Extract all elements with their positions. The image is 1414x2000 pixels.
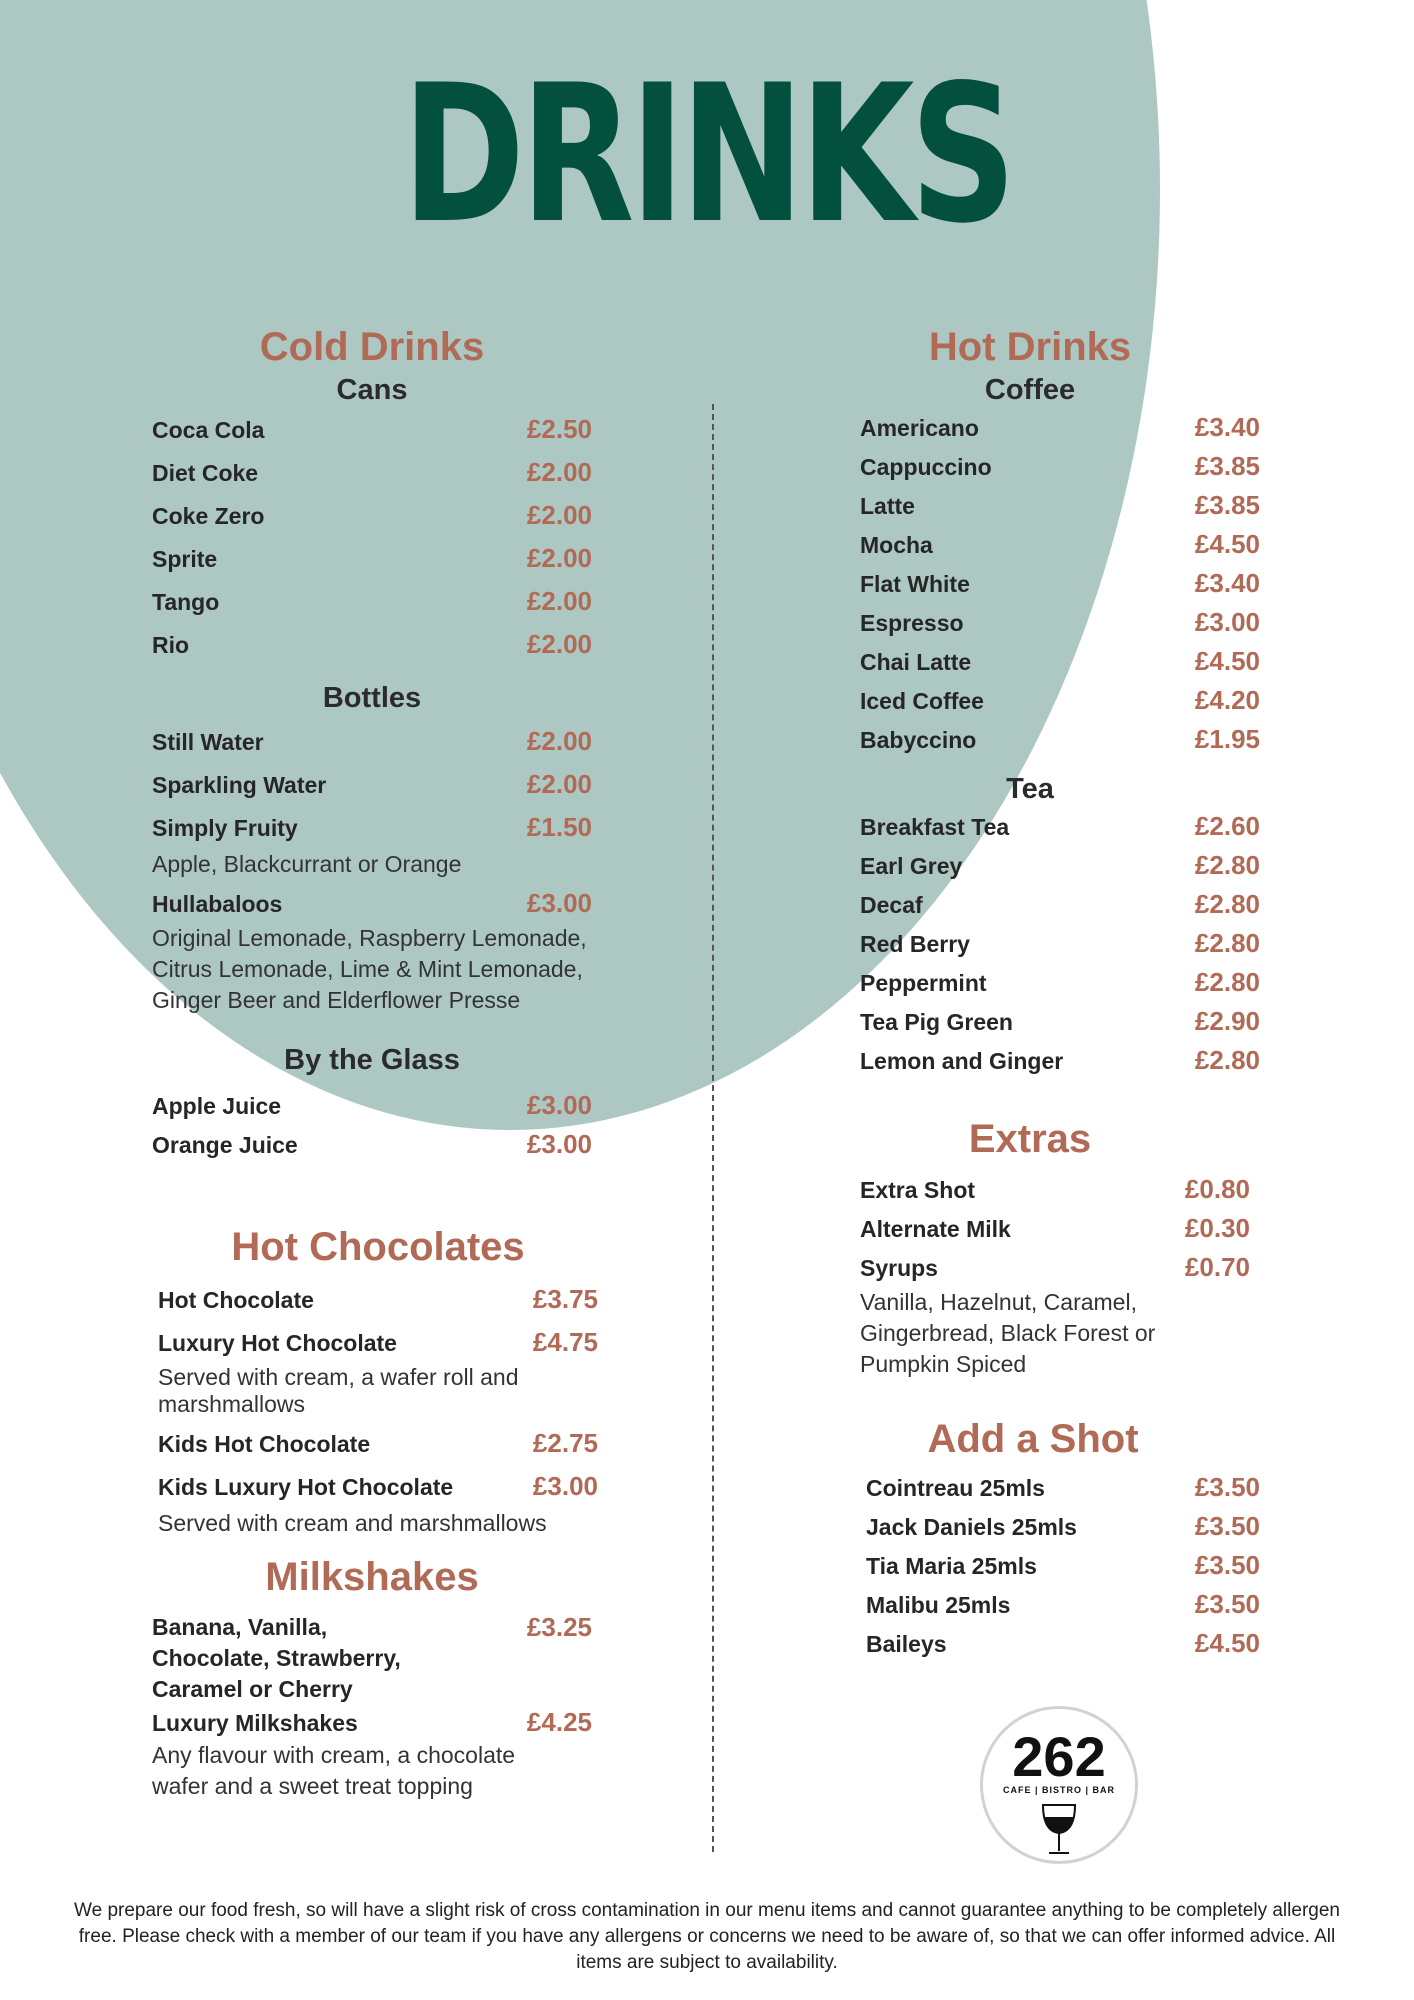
menu-item xyxy=(860,642,1260,681)
item-name: Syrups xyxy=(860,1255,938,1281)
item-name: Breakfast Tea xyxy=(860,814,1010,840)
item-name: Malibu 25mls xyxy=(866,1592,1011,1618)
item-price: £3.50 xyxy=(1194,1550,1260,1580)
extras-list xyxy=(860,1170,1250,1380)
item-name: Flat White xyxy=(860,571,970,597)
item-name: Coke Zero xyxy=(152,503,265,529)
hot-drinks-section xyxy=(860,322,1260,1080)
page-title: DRINKS xyxy=(402,44,1012,265)
item-name: Peppermint xyxy=(860,970,987,996)
item-name: Orange Juice xyxy=(152,1132,298,1158)
item-price: £2.00 xyxy=(526,769,592,799)
menu-item xyxy=(860,1170,1250,1209)
item-name: Iced Coffee xyxy=(860,688,984,714)
menu-item xyxy=(866,1507,1260,1546)
menu-item xyxy=(866,1624,1260,1663)
menu-item xyxy=(860,486,1260,525)
menu-item xyxy=(158,1422,598,1465)
menu-item xyxy=(860,1209,1250,1248)
menu-item xyxy=(860,447,1260,486)
item-description: Apple, Blackcurrant or Orange xyxy=(152,851,462,877)
item-name: Baileys xyxy=(866,1631,947,1657)
wine-glass-icon xyxy=(1037,1801,1081,1857)
menu-item xyxy=(152,1086,592,1125)
coffee-list xyxy=(860,408,1260,759)
item-price: £3.50 xyxy=(1194,1472,1260,1502)
item-description: Any flavour with cream, a chocolate wafer and a sweet treat topping xyxy=(152,1742,516,1799)
menu-item xyxy=(158,1321,598,1364)
add-a-shot-section xyxy=(866,1414,1260,1663)
column-divider xyxy=(712,404,714,1852)
item-name: Alternate Milk xyxy=(860,1216,1011,1242)
item-name: Latte xyxy=(860,493,915,519)
item-price: £4.50 xyxy=(1194,1628,1260,1658)
item-price: £2.60 xyxy=(1194,811,1260,841)
allergen-notice: We prepare our food fresh, so will have a slight risk of cross contamination in our menu items and cannot guarantee anything to be completely allergen free. Please check with a member of our team if you have any allergens or concerns we need to be aware of, so that we can offer informed advice. All items are subject to availability. xyxy=(74,1900,1340,1973)
tea-list xyxy=(860,807,1260,1080)
item-description: Vanilla, Hazelnut, Caramel, Gingerbread, Black Forest or Pumpkin Spiced xyxy=(860,1289,1156,1377)
item-price: £2.50 xyxy=(526,414,592,444)
menu-item xyxy=(866,1468,1260,1507)
menu-item xyxy=(152,1612,592,1705)
menu-item xyxy=(152,623,592,666)
item-price: £2.75 xyxy=(532,1428,598,1458)
hot-chocolates-list xyxy=(158,1278,598,1539)
item-name: Diet Coke xyxy=(152,460,259,486)
item-price: £0.30 xyxy=(1184,1213,1250,1243)
item-price: £3.00 xyxy=(526,1129,592,1159)
item-price: £3.85 xyxy=(1194,490,1260,520)
item-price: £3.00 xyxy=(532,1471,598,1501)
item-name: Mocha xyxy=(860,532,933,558)
item-name: Apple Juice xyxy=(152,1093,282,1119)
item-name: Cointreau 25mls xyxy=(866,1475,1045,1501)
item-description: Original Lemonade, Raspberry Lemonade, Citrus Lemonade, Lime & Mint Lemonade, Ginger Beer and Elderflower Presse xyxy=(152,925,587,1013)
menu-item xyxy=(152,720,592,763)
item-price: £2.80 xyxy=(1194,889,1260,919)
item-price: £3.25 xyxy=(526,1612,592,1642)
item-price: £1.95 xyxy=(1194,724,1260,754)
menu-item xyxy=(860,807,1260,846)
hot-drinks-heading: Hot Drinks xyxy=(928,325,1132,369)
menu-item xyxy=(860,603,1260,642)
shot-list xyxy=(866,1468,1260,1663)
item-price: £2.00 xyxy=(526,629,592,659)
menu-item xyxy=(152,1705,592,1740)
item-name: Banana, Vanilla, Chocolate, Strawberry, Caramel or Cherry xyxy=(152,1614,401,1702)
cans-heading: Cans xyxy=(336,374,408,406)
milkshakes-heading: Milkshakes xyxy=(265,1555,479,1599)
hot-chocolates-section xyxy=(158,1222,598,1543)
item-name: Babyccino xyxy=(860,727,977,753)
logo-number: 262 xyxy=(1012,1725,1106,1788)
by-the-glass-heading: By the Glass xyxy=(284,1044,460,1076)
item-name: Rio xyxy=(152,632,190,658)
item-price: £2.00 xyxy=(526,543,592,573)
menu-item xyxy=(860,681,1260,720)
bottles-heading: Bottles xyxy=(322,682,422,714)
item-price: £2.80 xyxy=(1194,928,1260,958)
cans-list xyxy=(152,408,592,666)
bottles-list xyxy=(152,720,592,1016)
item-name: Kids Hot Chocolate xyxy=(158,1431,371,1457)
item-price: £2.00 xyxy=(526,726,592,756)
item-price: £4.75 xyxy=(532,1327,598,1357)
item-price: £2.80 xyxy=(1194,850,1260,880)
item-price: £4.25 xyxy=(526,1707,592,1737)
item-price: £3.75 xyxy=(532,1284,598,1314)
tea-heading: Tea xyxy=(1006,773,1054,805)
item-name: Espresso xyxy=(860,610,964,636)
item-price: £2.80 xyxy=(1194,967,1260,997)
item-name: Extra Shot xyxy=(860,1177,976,1203)
menu-item xyxy=(860,885,1260,924)
glass-list xyxy=(152,1086,592,1164)
item-price: £3.85 xyxy=(1194,451,1260,481)
item-price: £2.90 xyxy=(1194,1006,1260,1036)
cold-drinks-heading: Cold Drinks xyxy=(259,325,485,369)
menu-item xyxy=(158,1465,598,1508)
item-name: Sprite xyxy=(152,546,218,572)
menu-item xyxy=(152,580,592,623)
item-price: £3.40 xyxy=(1194,568,1260,598)
menu-item xyxy=(866,1546,1260,1585)
menu-item xyxy=(152,1125,592,1164)
menu-item xyxy=(860,1248,1250,1287)
item-name: Tango xyxy=(152,589,220,615)
item-price: £3.00 xyxy=(526,888,592,918)
item-price: £3.00 xyxy=(526,1090,592,1120)
item-price: £1.50 xyxy=(526,812,592,842)
menu-item xyxy=(152,537,592,580)
item-name: Kids Luxury Hot Chocolate xyxy=(158,1474,454,1500)
item-name: Decaf xyxy=(860,892,923,918)
item-name: Tea Pig Green xyxy=(860,1009,1013,1035)
item-price: £0.80 xyxy=(1184,1174,1250,1204)
item-name: Red Berry xyxy=(860,931,970,957)
brand-logo xyxy=(980,1706,1138,1864)
item-name: Americano xyxy=(860,415,979,441)
logo-tagline: CAFE | BISTRO | BAR xyxy=(1002,1785,1116,1795)
item-name: Coca Cola xyxy=(152,417,265,443)
extras-heading: Extras xyxy=(968,1117,1092,1161)
item-name: Cappuccino xyxy=(860,454,992,480)
item-price: £2.80 xyxy=(1194,1045,1260,1075)
menu-item xyxy=(152,494,592,537)
item-price: £0.70 xyxy=(1184,1252,1250,1282)
item-price: £2.00 xyxy=(526,500,592,530)
cold-drinks-section xyxy=(152,322,592,1164)
item-price: £3.50 xyxy=(1194,1511,1260,1541)
menu-item xyxy=(860,924,1260,963)
item-price: £3.50 xyxy=(1194,1589,1260,1619)
menu-item xyxy=(158,1278,598,1321)
menu-item xyxy=(866,1585,1260,1624)
menu-item xyxy=(860,525,1260,564)
item-description: Served with cream and marshmallows xyxy=(158,1510,547,1536)
menu-item xyxy=(860,1041,1260,1080)
milkshakes-section xyxy=(152,1552,592,1806)
item-name: Luxury Hot Chocolate xyxy=(158,1330,397,1356)
item-name: Tia Maria 25mls xyxy=(866,1553,1037,1579)
add-a-shot-heading: Add a Shot xyxy=(927,1417,1139,1461)
menu-item xyxy=(152,763,592,806)
menu-item xyxy=(860,720,1260,759)
menu-item xyxy=(152,451,592,494)
item-price: £2.00 xyxy=(526,586,592,616)
item-price: £3.40 xyxy=(1194,412,1260,442)
item-price: £4.50 xyxy=(1194,646,1260,676)
hot-chocolates-heading: Hot Chocolates xyxy=(231,1225,525,1269)
item-name: Hot Chocolate xyxy=(158,1287,314,1313)
item-name: Jack Daniels 25mls xyxy=(866,1514,1077,1540)
item-name: Luxury Milkshakes xyxy=(152,1710,358,1736)
item-price: £3.00 xyxy=(1194,607,1260,637)
menu-item xyxy=(860,1002,1260,1041)
menu-item xyxy=(152,806,592,849)
extras-section xyxy=(860,1114,1260,1384)
item-description: Served with cream, a wafer roll and marshmallows xyxy=(158,1364,519,1417)
item-price: £4.50 xyxy=(1194,529,1260,559)
item-name: Lemon and Ginger xyxy=(860,1048,1064,1074)
menu-item xyxy=(860,564,1260,603)
item-name: Chai Latte xyxy=(860,649,972,675)
item-name: Hullabaloos xyxy=(152,891,283,917)
menu-item xyxy=(860,846,1260,885)
milkshakes-list xyxy=(152,1612,592,1802)
menu-item xyxy=(152,408,592,451)
item-name: Simply Fruity xyxy=(152,815,298,841)
item-price: £2.00 xyxy=(526,457,592,487)
menu-item xyxy=(860,963,1260,1002)
item-name: Sparkling Water xyxy=(152,772,327,798)
menu-item xyxy=(860,408,1260,447)
item-name: Still Water xyxy=(152,729,264,755)
item-name: Earl Grey xyxy=(860,853,963,879)
item-price: £4.20 xyxy=(1194,685,1260,715)
coffee-heading: Coffee xyxy=(984,374,1076,406)
menu-item xyxy=(152,884,592,923)
